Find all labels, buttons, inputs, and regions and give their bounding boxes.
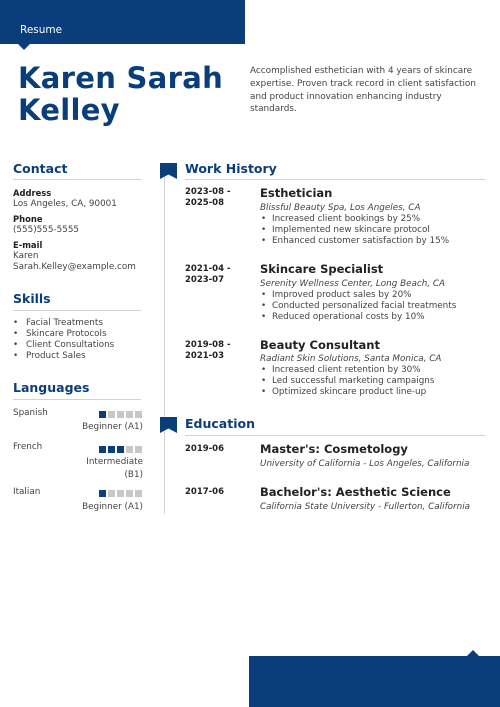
phone-value: (555)555-5555 (13, 225, 80, 235)
language-name-spanish: Spanish (13, 408, 48, 418)
language-level-italian: Beginner (A1) (82, 502, 143, 512)
skills-rule (13, 310, 141, 311)
language-level-french-line2: (B1) (124, 470, 143, 480)
job-employer: Blissful Beauty Spa, Los Angeles, CA (260, 203, 421, 213)
school-name: California State University - Fullerton, California (260, 502, 471, 512)
level-square-filled (99, 446, 106, 453)
phone-label: Phone (13, 214, 43, 224)
banner-notch (18, 44, 30, 50)
resume-label: Resume (20, 24, 63, 36)
level-square-filled (99, 411, 106, 418)
job-employer: Serenity Wellness Center, Long Beach, CA (260, 279, 446, 289)
level-square-empty (117, 411, 124, 418)
degree-title: Bachelor's: Aesthetic Science (260, 485, 451, 499)
skill-item: • Skincare Protocols (13, 329, 114, 340)
address-label: Address (13, 188, 52, 198)
education-flag-icon (160, 417, 177, 433)
level-square-empty (135, 411, 142, 418)
achievement-item: • Improved product sales by 20% (260, 290, 456, 301)
language-level-french-line1: Intermediate (86, 457, 143, 467)
email-value-line2: Sarah.Kelley@example.com (13, 262, 136, 272)
level-square-filled (117, 446, 124, 453)
job-date-end: 2021-03 (185, 351, 225, 361)
language-name-french: French (13, 442, 43, 452)
achievement-item: • Reduced operational costs by 10% (260, 312, 456, 323)
professional-summary: Accomplished esthetician with 4 years of skincare expertise. Proven track record in client satisfaction and product innovation enhancing industry standards. (250, 66, 476, 115)
achievement-item: • Led successful marketing campaigns (260, 376, 434, 387)
skills-heading: Skills (13, 291, 51, 306)
skill-item: • Facial Treatments (13, 318, 114, 329)
level-square-empty (126, 411, 133, 418)
education-date: 2019-06 (185, 444, 225, 454)
school-name: University of California - Los Angeles, California (260, 459, 470, 469)
skill-item: • Product Sales (13, 351, 114, 362)
job-date-start: 2019-08 - (185, 340, 231, 350)
achievement-item: • Optimized skincare product line-up (260, 387, 434, 398)
email-value-line1: Karen (13, 251, 39, 261)
language-level-spanish: Beginner (A1) (82, 422, 143, 432)
skill-item: • Client Consultations (13, 340, 114, 351)
degree-title: Master's: Cosmetology (260, 442, 408, 456)
header-banner (0, 0, 245, 44)
level-square-empty (108, 411, 115, 418)
achievement-item: • Conducted personalized facial treatments (260, 301, 456, 312)
level-square-filled (108, 446, 115, 453)
languages-heading: Languages (13, 380, 90, 395)
language-name-italian: Italian (13, 487, 41, 497)
education-heading: Education (185, 416, 255, 431)
level-square-empty (135, 446, 142, 453)
level-square-empty (126, 490, 133, 497)
contact-heading: Contact (13, 161, 68, 176)
level-square-filled (99, 490, 106, 497)
languages-rule (13, 399, 141, 400)
work-history-heading: Work History (185, 161, 277, 176)
language-level-bar-spanish (99, 411, 142, 418)
job-date-end: 2023-07 (185, 275, 225, 285)
achievement-item: • Increased client bookings by 25% (260, 214, 449, 225)
job-achievements (260, 365, 434, 399)
work-flag-icon (160, 163, 177, 179)
job-achievements (260, 290, 456, 324)
achievement-item: • Enhanced customer satisfaction by 15% (260, 236, 449, 247)
level-square-empty (135, 490, 142, 497)
achievement-item: • Increased client retention by 30% (260, 365, 434, 376)
achievement-item: • Implemented new skincare protocol (260, 225, 449, 236)
level-square-empty (126, 446, 133, 453)
job-achievements (260, 214, 449, 248)
language-level-bar-italian (99, 490, 142, 497)
education-date: 2017-06 (185, 487, 225, 497)
education-rule (185, 435, 485, 436)
email-label: E-mail (13, 240, 43, 250)
footer-block (249, 656, 500, 707)
timeline-line (164, 164, 165, 514)
level-square-empty (108, 490, 115, 497)
job-title: Esthetician (260, 186, 333, 200)
contact-rule (13, 179, 141, 180)
job-date-start: 2023-08 - (185, 187, 231, 197)
address-value: Los Angeles, CA, 90001 (13, 199, 117, 209)
job-date-end: 2025-08 (185, 198, 225, 208)
job-title: Beauty Consultant (260, 338, 380, 352)
job-date-start: 2021-04 - (185, 264, 231, 274)
language-level-bar-french (99, 446, 142, 453)
work-history-rule (185, 179, 485, 180)
candidate-name: Karen Sarah Kelley (18, 61, 224, 127)
job-employer: Radiant Skin Solutions, Santa Monica, CA (260, 354, 442, 364)
level-square-empty (117, 490, 124, 497)
skills-list (13, 318, 114, 362)
job-title: Skincare Specialist (260, 262, 384, 276)
